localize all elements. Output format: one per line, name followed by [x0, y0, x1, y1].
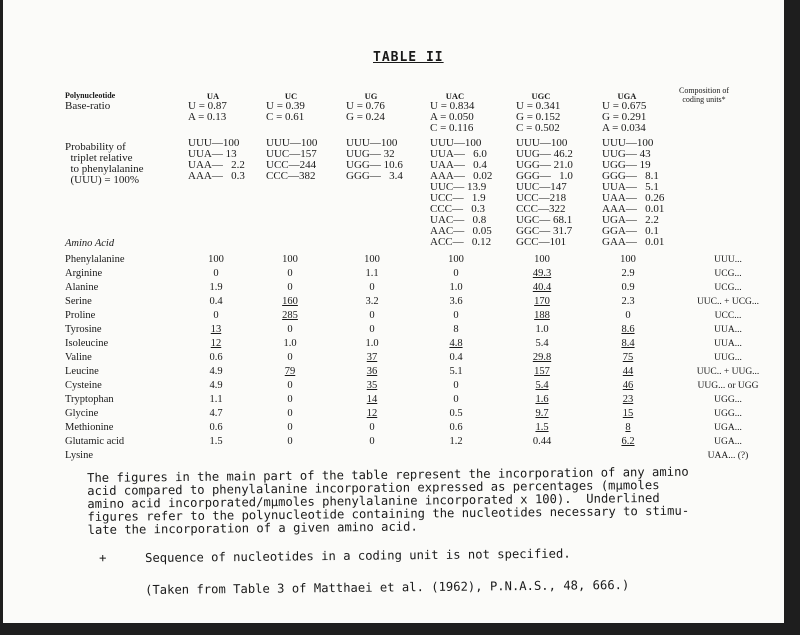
incorporation-value: 1.6 [535, 394, 549, 405]
base-ratio: U = 0.675 G = 0.291 A = 0.034 [602, 100, 647, 134]
incorporation-value: 40.4 [532, 282, 552, 293]
incorporation-value: 12 [366, 408, 378, 419]
incorporation-value: 46 [622, 380, 634, 391]
amino-acid-name: Arginine [65, 268, 103, 279]
coding-unit: UUA... [714, 339, 742, 349]
coding-unit: UUG... [714, 353, 742, 363]
coding-unit: UCG... [714, 269, 742, 279]
incorporation-value: 4.7 [209, 408, 223, 419]
incorporation-value: 4.9 [209, 366, 223, 377]
base-ratio-label: Base-ratio [65, 100, 111, 112]
incorporation-value: 8.4 [621, 338, 635, 349]
column-header: UGC [531, 91, 551, 101]
incorporation-value: 3.2 [365, 296, 379, 307]
incorporation-value: 44 [622, 366, 634, 377]
incorporation-value: 0.44 [532, 436, 552, 447]
incorporation-value: 1.1 [365, 268, 379, 279]
incorporation-value: 285 [282, 310, 298, 321]
incorporation-value: 37 [366, 352, 378, 363]
incorporation-value: 49.3 [532, 268, 552, 279]
amino-acid-name: Lysine [65, 450, 93, 461]
incorporation-value: 8 [625, 422, 631, 433]
incorporation-value: 29.8 [532, 352, 552, 363]
composition-header: Composition of coding units* [679, 86, 730, 104]
incorporation-value: 0 [213, 268, 219, 279]
incorporation-value: 100 [208, 254, 224, 265]
incorporation-value: 0 [369, 436, 375, 447]
incorporation-value: 0 [287, 324, 293, 335]
amino-acid-name: Serine [65, 296, 92, 307]
base-ratio: U = 0.39 C = 0.61 [266, 100, 305, 123]
incorporation-value: 0 [287, 408, 293, 419]
triplet-probabilities: UUU—100 UUG— 46.2 UGG— 21.0 GGG— 1.0 UUC—147 UCC—218 CCC—322 UGC— 68.1 GGC— 31.7 GCC—101 [516, 137, 573, 248]
triplet-probabilities: UUU—100 UUA— 13 UAA— 2.2 AAA— 0.3 [188, 137, 245, 182]
incorporation-value: 100 [534, 254, 550, 265]
triplet-probabilities: UUU—100 UUG— 43 UGG— 19 GGG— 8.1 UUA— 5.1 UAA— 0.26 AAA— 0.01 UGA— 2.2 GGA— 0.1 GAA— 0.01 [602, 137, 665, 248]
probability-label: Probability of triplet relative to phenylalanine (UUU) = 100% [65, 141, 144, 186]
source-citation: (Taken from Table 3 of Matthaei et al. (1962), P.N.A.S., 48, 666.) [144, 577, 630, 597]
incorporation-value: 12 [210, 338, 222, 349]
incorporation-value: 0 [453, 380, 459, 391]
incorporation-value: 0.9 [621, 282, 635, 293]
incorporation-value: 100 [620, 254, 636, 265]
coding-unit: UCG... [714, 283, 742, 293]
column-header: UAC [445, 91, 465, 101]
incorporation-value: 4.9 [209, 380, 223, 391]
column-header: UGA [617, 91, 637, 101]
incorporation-value: 0 [287, 422, 293, 433]
coding-unit: UUC.. + UUG... [696, 367, 760, 377]
incorporation-value: 0 [369, 422, 375, 433]
incorporation-value: 0 [287, 394, 293, 405]
incorporation-value: 4.8 [449, 338, 463, 349]
incorporation-value: 0.6 [209, 422, 223, 433]
incorporation-value: 3.6 [449, 296, 463, 307]
amino-acid-name: Glutamic acid [65, 436, 125, 447]
incorporation-value: 23 [622, 394, 634, 405]
incorporation-value: 2.9 [621, 268, 635, 279]
incorporation-value: 157 [534, 366, 550, 377]
coding-unit: UCC... [714, 311, 742, 321]
amino-acid-name: Cysteine [65, 380, 102, 391]
table-title: TABLE II [373, 50, 444, 65]
amino-acid-name: Glycine [65, 408, 99, 419]
incorporation-value: 0.6 [209, 352, 223, 363]
incorporation-value: 13 [210, 324, 222, 335]
incorporation-value: 0 [287, 436, 293, 447]
triplet-probabilities: UUU—100 UUG— 32 UGG— 10.6 GGG— 3.4 [346, 137, 403, 182]
incorporation-value: 14 [366, 394, 378, 405]
incorporation-value: 5.1 [449, 366, 463, 377]
triplet-probabilities: UUU—100 UUC—157 UCC—244 CCC—382 [266, 137, 318, 182]
incorporation-value: 0 [369, 310, 375, 321]
incorporation-value: 1.0 [283, 338, 297, 349]
incorporation-value: 0 [287, 268, 293, 279]
incorporation-value: 8 [453, 324, 459, 335]
amino-acid-name: Phenylalanine [65, 254, 125, 265]
incorporation-value: 0 [369, 324, 375, 335]
incorporation-value: 100 [448, 254, 464, 265]
coding-unit: UGA... [714, 437, 742, 447]
coding-unit: UGG... [714, 395, 742, 405]
incorporation-value: 8.6 [621, 324, 635, 335]
incorporation-value: 75 [622, 352, 634, 363]
incorporation-value: 0 [287, 380, 293, 391]
footnote-mark: + [98, 550, 107, 565]
base-ratio: U = 0.341 G = 0.152 C = 0.502 [516, 100, 561, 134]
incorporation-value: 0.6 [449, 422, 463, 433]
amino-acid-name: Isoleucine [65, 338, 109, 349]
incorporation-value: 0.5 [449, 408, 463, 419]
incorporation-value: 0 [453, 310, 459, 321]
coding-unit: UUU... [714, 255, 742, 265]
incorporation-value: 1.5 [209, 436, 223, 447]
triplet-probabilities: UUU—100 UUA— 6.0 UAA— 0.4 AAA— 0.02 UUC— 13.9 UCC— 1.9 CCC— 0.3 UAC— 0.8 AAC— 0.05 ACC— 0.12 [430, 137, 493, 248]
incorporation-value: 1.0 [449, 282, 463, 293]
column-header: UG [364, 91, 378, 101]
coding-unit: UGG... [714, 409, 742, 419]
incorporation-value: 0 [369, 282, 375, 293]
base-ratio: U = 0.87 A = 0.13 [188, 100, 227, 123]
polynucleotide-label: Polynucleotide [65, 91, 116, 100]
incorporation-value: 160 [282, 296, 298, 307]
incorporation-value: 1.1 [209, 394, 223, 405]
amino-acid-name: Leucine [65, 366, 99, 377]
incorporation-value: 1.0 [365, 338, 379, 349]
incorporation-value: 35 [366, 380, 378, 391]
incorporation-value: 0 [625, 310, 631, 321]
amino-acid-name: Tyrosine [65, 324, 102, 335]
amino-acid-name: Methionine [65, 422, 114, 433]
amino-acid-name: Proline [65, 310, 96, 321]
incorporation-value: 0.4 [209, 296, 223, 307]
footnote-coding-unit: Sequence of nucleotides in a coding unit is not specified. [144, 546, 571, 565]
column-header: UA [206, 91, 220, 101]
base-ratio: U = 0.834 A = 0.050 C = 0.116 [430, 100, 475, 134]
amino-acid-name: Valine [65, 352, 92, 363]
footnote-paragraph: The figures in the main part of the table represent the incorporation of any amino acid compared to phenylalanine incorporation expressed as percentages (mμmoles amino acid incorporated/mμmoles phenylalanine incorporated x 100). Underlined figures refer to the polynucleotide containing the nucleotides necessary to stimu- late the incorporation of a given amino acid. [86, 464, 690, 537]
coding-unit: UGA... [714, 423, 742, 433]
incorporation-value: 5.4 [535, 338, 549, 349]
coding-unit: UUA... [714, 325, 742, 335]
amino-acid-name: Tryptophan [65, 394, 114, 405]
coding-unit: UUG... or UGG [697, 381, 759, 391]
incorporation-value: 15 [622, 408, 634, 419]
incorporation-value: 0 [453, 268, 459, 279]
incorporation-value: 5.4 [535, 380, 549, 391]
incorporation-value: 0.4 [449, 352, 463, 363]
incorporation-value: 0 [287, 282, 293, 293]
incorporation-value: 100 [282, 254, 298, 265]
incorporation-value: 2.3 [621, 296, 635, 307]
coding-unit: UUC.. + UCG... [696, 297, 760, 307]
incorporation-value: 1.2 [449, 436, 463, 447]
incorporation-value: 36 [366, 366, 378, 377]
incorporation-value: 188 [534, 310, 550, 321]
amino-acid-header: Amino Acid [65, 238, 115, 249]
incorporation-value: 170 [534, 296, 550, 307]
incorporation-value: 1.5 [535, 422, 549, 433]
paper-sheet [3, 0, 784, 623]
incorporation-value: 0 [287, 352, 293, 363]
column-header: UC [284, 91, 298, 101]
incorporation-value: 0 [453, 394, 459, 405]
incorporation-value: 9.7 [535, 408, 549, 419]
coding-unit: UAA... (?) [707, 451, 749, 461]
incorporation-value: 100 [364, 254, 380, 265]
incorporation-value: 6.2 [621, 436, 635, 447]
incorporation-value: 79 [284, 366, 296, 377]
incorporation-value: 1.0 [535, 324, 549, 335]
amino-acid-name: Alanine [65, 282, 99, 293]
incorporation-value: 0 [213, 310, 219, 321]
base-ratio: U = 0.76 G = 0.24 [346, 100, 385, 123]
incorporation-value: 1.9 [209, 282, 223, 293]
